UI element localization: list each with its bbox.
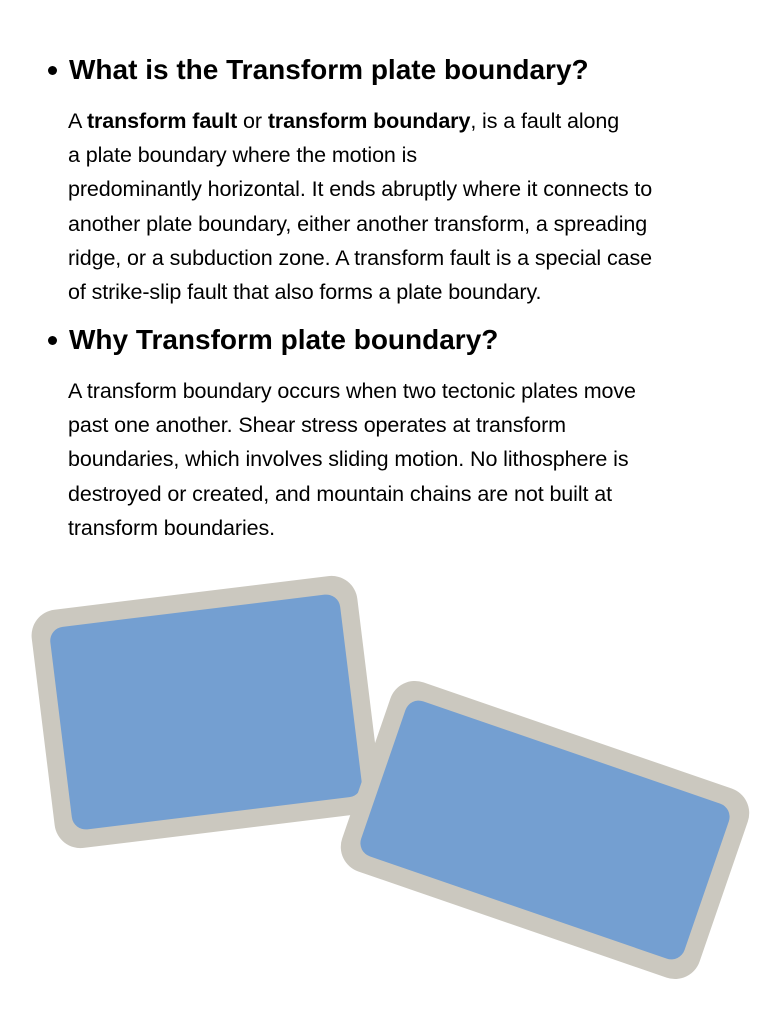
transform-plates-diagram [0, 560, 768, 1024]
heading-text: What is the Transform plate boundary? [69, 54, 589, 85]
right-plate [334, 674, 757, 986]
bullet-icon [48, 336, 57, 345]
paragraph-line: predominantly horizontal. It ends abruptly where it connects to [68, 177, 653, 202]
text-run: or [237, 109, 268, 133]
section-heading-what-is [44, 52, 734, 88]
section-what-is-transform [44, 52, 734, 309]
term-transform-boundary: transform boundary [267, 109, 471, 133]
paragraph-line: another plate boundary, either another transform, a spreading [68, 211, 648, 236]
paragraph-line: transform boundaries. [68, 515, 276, 540]
bullet-icon [48, 66, 57, 75]
text-run: A [68, 109, 87, 133]
text-run: , is a fault along [470, 109, 620, 133]
paragraph-line: ridge, or a subduction zone. A transform fault is a special case [68, 245, 652, 270]
paragraph-line: of strike-slip fault that also forms a plate boundary. [68, 280, 542, 305]
paragraph-line: destroyed or created, and mountain chains are not built at [68, 481, 612, 506]
section-why-transform [44, 322, 734, 545]
paragraph-line: past one another. Shear stress operates at transform [68, 413, 566, 438]
section-heading-why [44, 322, 734, 358]
paragraph-line: a plate boundary where the motion is [68, 143, 417, 168]
term-transform-fault: transform fault [86, 109, 238, 133]
left-plate-surface [49, 593, 364, 831]
paragraph-line [68, 104, 734, 138]
paragraph-line: A transform boundary occurs when two tectonic plates move [68, 379, 636, 403]
definition-paragraph [44, 104, 734, 309]
explanation-paragraph [44, 374, 734, 545]
paragraph-line: boundaries, which involves sliding motion. No lithosphere is [68, 447, 629, 472]
heading-text: Why Transform plate boundary? [69, 324, 499, 355]
left-plate [29, 573, 384, 851]
